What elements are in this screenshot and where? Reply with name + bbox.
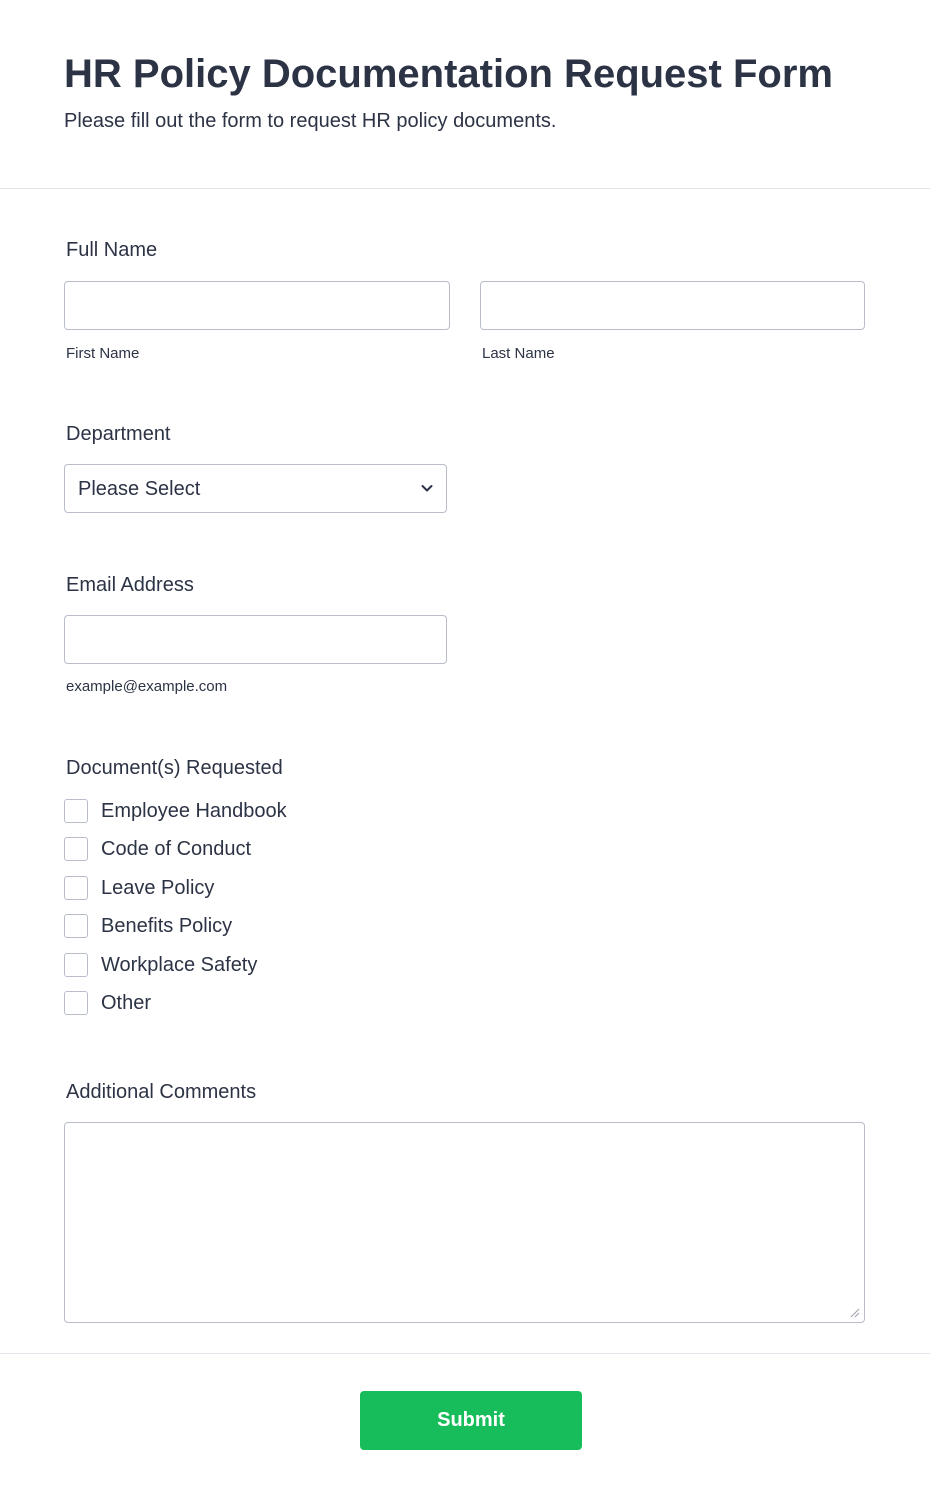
- checkbox[interactable]: [64, 953, 88, 977]
- comments-label: Additional Comments: [66, 1081, 257, 1103]
- checkbox[interactable]: [64, 799, 88, 823]
- page-subtitle: Please fill out the form to request HR policy documents.: [64, 110, 557, 132]
- submit-button[interactable]: Submit: [360, 1391, 582, 1450]
- checkbox-option-workplace-safety[interactable]: [64, 953, 464, 978]
- department-selected-value: Please Select: [78, 478, 201, 500]
- checkbox-label[interactable]: Code of Conduct: [101, 838, 252, 860]
- documents-label: Document(s) Requested: [66, 757, 283, 779]
- checkbox-option-leave-policy[interactable]: [64, 876, 464, 901]
- email-label: Email Address: [66, 574, 194, 596]
- page-title: HR Policy Documentation Request Form: [64, 52, 833, 96]
- last-name-input[interactable]: [480, 281, 865, 330]
- checkbox[interactable]: [64, 876, 88, 900]
- full-name-label: Full Name: [66, 239, 158, 261]
- first-name-input[interactable]: [64, 281, 450, 330]
- department-select[interactable]: [64, 464, 447, 513]
- comments-textarea[interactable]: [64, 1122, 865, 1323]
- form-header: [0, 0, 930, 189]
- department-label: Department: [66, 423, 171, 445]
- checkbox-option-other[interactable]: [64, 991, 464, 1016]
- resize-handle-icon[interactable]: [850, 1308, 860, 1318]
- checkbox-label[interactable]: Employee Handbook: [101, 800, 287, 822]
- last-name-sublabel: Last Name: [482, 345, 555, 362]
- checkbox-option-employee-handbook[interactable]: [64, 799, 464, 824]
- checkbox-label[interactable]: Leave Policy: [101, 877, 215, 899]
- checkbox-label[interactable]: Workplace Safety: [101, 954, 258, 976]
- checkbox-option-code-of-conduct[interactable]: [64, 837, 464, 862]
- checkbox[interactable]: [64, 991, 88, 1015]
- email-sublabel: example@example.com: [66, 678, 228, 695]
- checkbox-label[interactable]: Other: [101, 992, 152, 1014]
- first-name-sublabel: First Name: [66, 345, 140, 362]
- checkbox-option-benefits-policy[interactable]: [64, 914, 464, 939]
- checkbox[interactable]: [64, 837, 88, 861]
- checkbox-label[interactable]: Benefits Policy: [101, 915, 233, 937]
- email-input[interactable]: [64, 615, 447, 664]
- checkbox[interactable]: [64, 914, 88, 938]
- chevron-down-icon: [420, 481, 434, 495]
